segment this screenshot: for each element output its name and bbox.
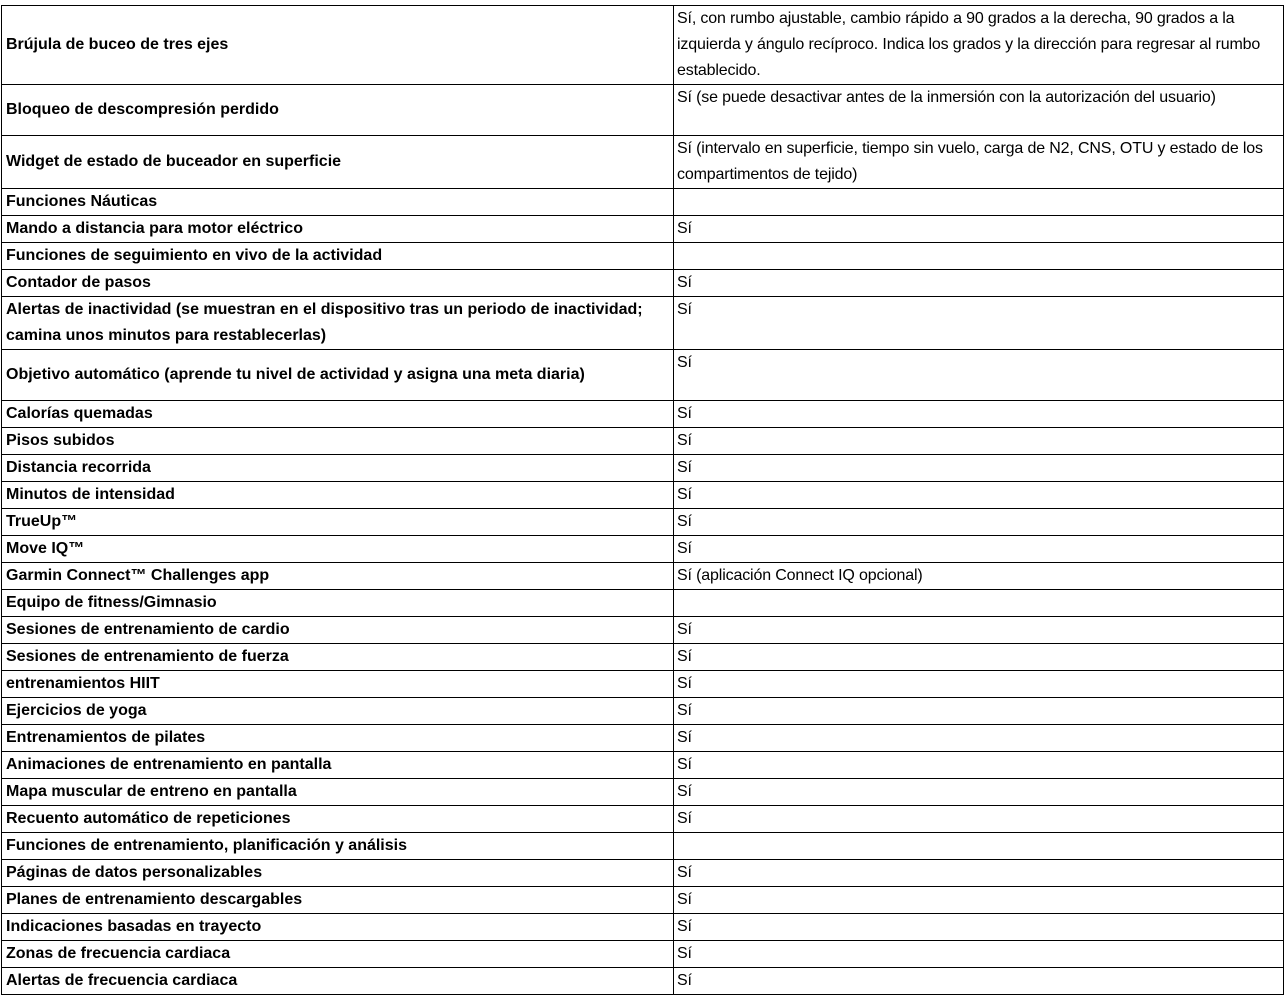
- table-row: [2, 968, 1284, 995]
- feature-value-cell: Sí: [674, 941, 1284, 968]
- feature-name-cell: Animaciones de entrenamiento en pantalla: [2, 752, 674, 779]
- feature-value-cell: Sí: [674, 644, 1284, 671]
- feature-name-cell: entrenamientos HIIT: [2, 671, 674, 698]
- table-row: [2, 270, 1284, 297]
- feature-value-cell: [674, 243, 1284, 270]
- table-row: [2, 806, 1284, 833]
- feature-value-cell: [674, 590, 1284, 617]
- feature-value-cell: Sí: [674, 914, 1284, 941]
- feature-value-cell: Sí: [674, 671, 1284, 698]
- feature-name-cell: Páginas de datos personalizables: [2, 860, 674, 887]
- table-row: [2, 671, 1284, 698]
- feature-value-cell: Sí: [674, 968, 1284, 995]
- table-row: [2, 698, 1284, 725]
- feature-value-cell: [674, 833, 1284, 860]
- table-row: [2, 136, 1284, 189]
- feature-value-cell: Sí: [674, 401, 1284, 428]
- table-row: [2, 590, 1284, 617]
- feature-spec-body: [2, 6, 1284, 995]
- feature-value-cell: Sí: [674, 536, 1284, 563]
- table-row: [2, 536, 1284, 563]
- table-row: [2, 428, 1284, 455]
- table-row: [2, 85, 1284, 136]
- feature-value-cell: Sí: [674, 350, 1284, 401]
- feature-name-cell: Planes de entrenamiento descargables: [2, 887, 674, 914]
- feature-name-cell: Alertas de inactividad (se muestran en el dispositivo tras un periodo de inactividad; camina unos minutos para restablecerlas): [2, 297, 674, 350]
- feature-name-cell: Ejercicios de yoga: [2, 698, 674, 725]
- table-row: [2, 887, 1284, 914]
- feature-value-cell: Sí, con rumbo ajustable, cambio rápido a 90 grados a la derecha, 90 grados a la izquierda y ángulo recíproco. Indica los grados y la dirección para regresar al rumbo establecido.: [674, 6, 1284, 85]
- feature-name-cell: Entrenamientos de pilates: [2, 725, 674, 752]
- feature-name-cell: Distancia recorrida: [2, 455, 674, 482]
- table-row: [2, 617, 1284, 644]
- feature-value-cell: Sí: [674, 455, 1284, 482]
- feature-name-cell: Widget de estado de buceador en superficie: [2, 136, 674, 189]
- table-row: [2, 941, 1284, 968]
- feature-value-cell: Sí: [674, 297, 1284, 350]
- table-row: [2, 563, 1284, 590]
- feature-value-cell: [674, 189, 1284, 216]
- feature-name-cell: Alertas de frecuencia cardiaca: [2, 968, 674, 995]
- feature-name-cell: Zonas de frecuencia cardiaca: [2, 941, 674, 968]
- feature-name-cell: Minutos de intensidad: [2, 482, 674, 509]
- feature-name-cell: Objetivo automático (aprende tu nivel de actividad y asigna una meta diaria): [2, 350, 674, 401]
- feature-value-cell: Sí: [674, 725, 1284, 752]
- table-row: [2, 725, 1284, 752]
- section-header-cell: Funciones Náuticas: [2, 189, 674, 216]
- feature-value-cell: Sí (se puede desactivar antes de la inmersión con la autorización del usuario): [674, 85, 1284, 136]
- table-row: [2, 644, 1284, 671]
- table-row: [2, 297, 1284, 350]
- feature-value-cell: Sí: [674, 216, 1284, 243]
- table-row: [2, 752, 1284, 779]
- section-header-cell: Funciones de seguimiento en vivo de la actividad: [2, 243, 674, 270]
- feature-value-cell: Sí: [674, 482, 1284, 509]
- table-row: [2, 401, 1284, 428]
- feature-name-cell: Mapa muscular de entreno en pantalla: [2, 779, 674, 806]
- feature-value-cell: Sí (intervalo en superficie, tiempo sin vuelo, carga de N2, CNS, OTU y estado de los compartimentos de tejido): [674, 136, 1284, 189]
- feature-value-cell: Sí: [674, 698, 1284, 725]
- feature-value-cell: Sí: [674, 887, 1284, 914]
- table-row: [2, 350, 1284, 401]
- table-row: [2, 914, 1284, 941]
- feature-value-cell: Sí: [674, 860, 1284, 887]
- feature-name-cell: Sesiones de entrenamiento de fuerza: [2, 644, 674, 671]
- feature-name-cell: Move IQ™: [2, 536, 674, 563]
- table-row: [2, 779, 1284, 806]
- table-row: [2, 6, 1284, 85]
- feature-value-cell: Sí: [674, 779, 1284, 806]
- feature-name-cell: Bloqueo de descompresión perdido: [2, 85, 674, 136]
- feature-spec-table: [1, 5, 1284, 995]
- table-row: [2, 216, 1284, 243]
- section-header-cell: Funciones de entrenamiento, planificación y análisis: [2, 833, 674, 860]
- feature-name-cell: Brújula de buceo de tres ejes: [2, 6, 674, 85]
- table-row: [2, 189, 1284, 216]
- feature-name-cell: Calorías quemadas: [2, 401, 674, 428]
- feature-name-cell: TrueUp™: [2, 509, 674, 536]
- feature-name-cell: Sesiones de entrenamiento de cardio: [2, 617, 674, 644]
- section-header-cell: Equipo de fitness/Gimnasio: [2, 590, 674, 617]
- feature-value-cell: Sí: [674, 428, 1284, 455]
- table-row: [2, 860, 1284, 887]
- feature-name-cell: Mando a distancia para motor eléctrico: [2, 216, 674, 243]
- table-row: [2, 482, 1284, 509]
- feature-value-cell: Sí: [674, 806, 1284, 833]
- feature-value-cell: Sí: [674, 752, 1284, 779]
- feature-name-cell: Contador de pasos: [2, 270, 674, 297]
- feature-value-cell: Sí: [674, 270, 1284, 297]
- table-row: [2, 243, 1284, 270]
- feature-value-cell: Sí (aplicación Connect IQ opcional): [674, 563, 1284, 590]
- feature-name-cell: Garmin Connect™ Challenges app: [2, 563, 674, 590]
- feature-name-cell: Pisos subidos: [2, 428, 674, 455]
- table-row: [2, 509, 1284, 536]
- table-row: [2, 455, 1284, 482]
- feature-name-cell: Indicaciones basadas en trayecto: [2, 914, 674, 941]
- feature-name-cell: Recuento automático de repeticiones: [2, 806, 674, 833]
- feature-value-cell: Sí: [674, 617, 1284, 644]
- feature-value-cell: Sí: [674, 509, 1284, 536]
- table-row: [2, 833, 1284, 860]
